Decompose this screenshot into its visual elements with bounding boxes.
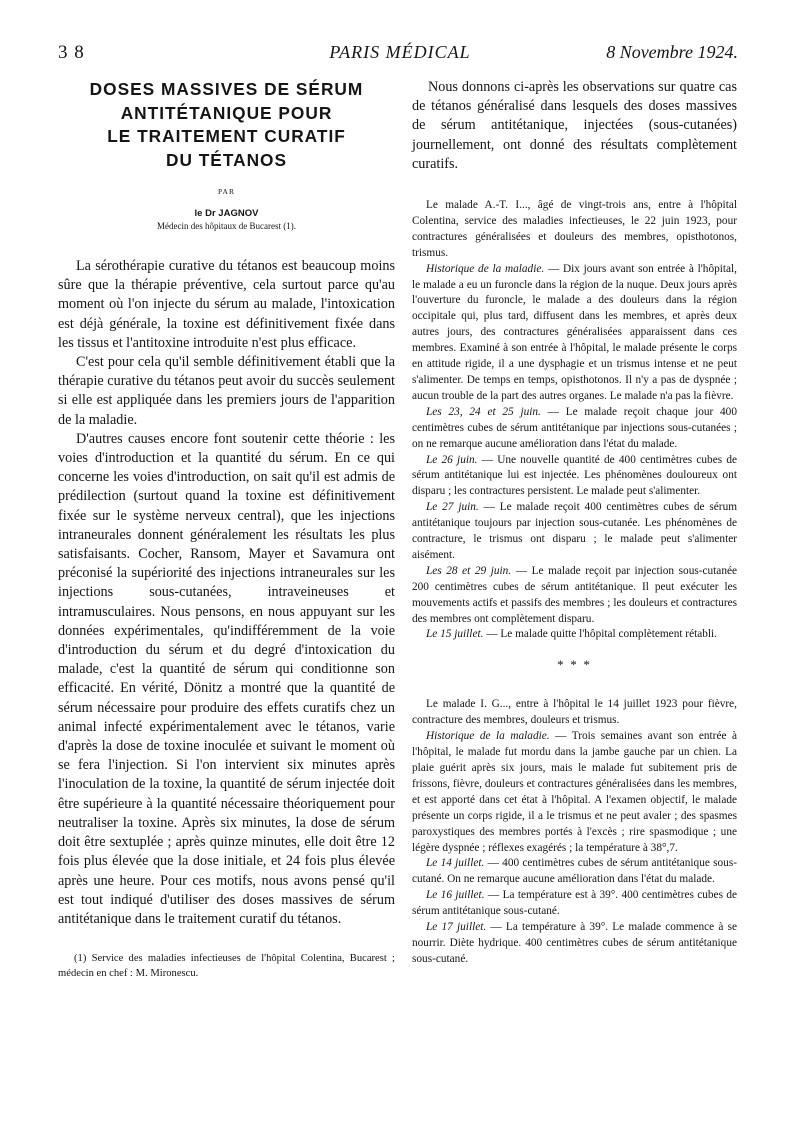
case-lead: Le 15 juillet. <box>426 628 484 641</box>
body-paragraph: D'autres causes encore font soutenir cette théorie : les voies d'introduction et la quantité du sérum. En ce qui concerne les voies d'introduction, on sait qu'il est admis de prédilection (surtout quand la toxine est définitivement fixée sur le système nerveux central), que les injections intraneurales donnent généralement les résultats les plus satisfaisants. Cocher, Ransom, Mayer et Savamura ont préconisé la supériorité des injections intraneurales sur les injections sous-cutanées, intraveineuses et intramusculaires. Nous pensons, en nous appuyant sur les données expérimentales, qu'indifféremment de la voie d'introduction du sérum et du degré d'intoxication du malade, c'est la quantité de sérum qui conditionne son efficacité. En vérité, Dönitz a montré que la quantité de sérum nécessaire pour produire des effets curatifs chez un animal infecté expérimentalement avec le tétanos, varie d'après la dose de toxine inoculée et suivant le moment où se fera l'injection. Si l'on intervient six minutes après l'inoculation de la toxine, la quantité de sérum injectée doit être supérieure à la quantité nécessaire théoriquement pour neutraliser la toxine. Après six minutes, la dose de sérum doit être sextuplée ; après quinze minutes, elle doit être 12 fois plus élevée que la dose initiale, et 24 fois plus élevée après une heure. Pour ces motifs, nous avons pensé qu'il est tout indiqué d'utiliser des doses massives de sérum antitétanique dans le traitement curatif du tétanos. <box>58 430 395 927</box>
case-two <box>412 697 737 967</box>
case-lead: Le 26 juin. <box>426 453 478 466</box>
observations-intro <box>412 78 737 174</box>
case-text: — Dix jours avant son entrée à l'hôpital, le malade a eu un furoncle dans la région de la nuque. Deux jours après l'ouverture du furoncle, le malade a des douleurs dans la région occipitale qui, plus tard, diffusent dans les membres, et après deux autres jours, des contractures généralisées apparaissent dans ces membres. Examiné à son entrée à l'hôpital, le malade présente le corps en attitude rigide, il a une dysphagie et un trismus intense et ne peut s'alimenter. De temps en temps, opisthotonos. Il n'y a pas de dyspnée ; aucun trouble de la part des autres organes. Le malade n'a pas la fièvre. <box>412 262 737 402</box>
case-text: — Le malade quitte l'hôpital complètement rétabli. <box>483 628 717 641</box>
case-paragraph <box>412 920 737 968</box>
case-paragraph <box>412 262 737 405</box>
case-paragraph <box>412 697 737 729</box>
case-lead: Le 27 juin. <box>426 501 479 514</box>
by-line-par: PAR <box>218 187 235 196</box>
case-text: — Le malade reçoit par injection sous-cutanée 200 centimètres cubes de sérum antitétanique. Il peut exécuter les mouvements actifs et passifs des membres ; les douleurs et contractures des membres ont complètement disparu. <box>412 564 737 625</box>
case-lead: Historique de la maladie. <box>426 262 545 275</box>
case-lead: Les 23, 24 et 25 juin. <box>426 405 541 418</box>
case-paragraph <box>412 564 737 628</box>
left-body <box>58 257 395 929</box>
case-text: — Le malade reçoit 400 centimètres cubes de sérum antitétanique toujours par injection sous-cutanée. Les phénomènes de contracture, le trismus ont disparu ; le malade peut s'alimenter aisément. <box>412 501 738 561</box>
journal-title: PARIS MÉDICAL <box>329 42 471 62</box>
case-lead: Le 16 juillet. <box>426 889 485 902</box>
case-paragraph <box>412 405 737 453</box>
case-text: — Une nouvelle quantité de 400 centimètres cubes de sérum antitétanique lui est injectée. Les phénomènes douloureux ont disparu ; les contractures persistent. Le malade peut s'alimenter. <box>412 453 737 498</box>
title-line: LE TRAITEMENT CURATIF <box>107 126 346 146</box>
case-text: Le malade A.-T. I..., âgé de vingt-trois ans, entre à l'hôpital Colentina, service des maladies infectieuses, le 22 juin 1923, pour contractures généralisées et douleurs des membres, opisthotonos, trismus. <box>412 199 737 259</box>
left-column <box>58 78 395 981</box>
title-line: ANTITÉTANIQUE POUR <box>120 102 333 123</box>
page-number: 3 8 <box>58 42 85 63</box>
body-paragraph: C'est pour cela qu'il semble définitivement établi que la thérapie curative du tétanos peut avoir du succès seulement si elle est appliquée dans les premiers jours de l'apparition de la maladie. <box>58 354 395 428</box>
case-paragraph <box>412 500 737 564</box>
body-paragraph: La sérothérapie curative du tétanos est beaucoup moins sûre que la thérapie préventive, cela surtout parce qu'au moment où l'on injecte du sérum au malade, l'intoxication est déjà générale, la toxine est définitivement fixée dans les tissus et l'antitoxine introduite n'est plus efficace. <box>58 258 395 351</box>
case-lead: Le 14 juillet. <box>426 857 485 870</box>
intro-paragraph: Nous donnons ci-après les observations sur quatre cas de tétanos généralisé dans lesquels des doses massives de sérum antitétanique, injectées (sous-cutanées) journellement, ont donné des résultats complètement curatifs. <box>412 79 737 172</box>
case-one <box>412 198 737 643</box>
case-paragraph <box>412 729 737 856</box>
author-affiliation: Médecin des hôpitaux de Bucarest (1). <box>157 221 296 231</box>
case-text: Le malade I. G..., entre à l'hôpital le 14 juillet 1923 pour fièvre, contracture des membres, douleurs et trismus. <box>412 698 737 727</box>
title-line: DU TÉTANOS <box>165 149 288 170</box>
author-name: le Dr JAGNOV <box>194 208 259 219</box>
case-paragraph <box>412 856 737 888</box>
case-text: — 400 centimètres cubes de sérum antitétanique sous-cutané. On ne remarque aucune amélioration dans l'état du malade. <box>412 857 737 886</box>
case-lead: Historique de la maladie. <box>426 730 550 743</box>
article-title <box>58 78 395 172</box>
case-lead: Les 28 et 29 juin. <box>426 564 512 577</box>
case-text: — Le malade reçoit chaque jour 400 centimètres cubes de sérum antitétanique par injections sous-cutanées ; on ne remarque aucune amélioration dans l'état du malade. <box>412 405 737 450</box>
case-paragraph <box>412 453 737 501</box>
issue-date: 8 Novembre 1924. <box>606 42 738 62</box>
case-paragraph <box>412 888 737 920</box>
case-text: — Trois semaines avant son entrée à l'hôpital, le malade fut mordu dans la jambe gauche par un chien. La plaie guérit après six jours, mais le malade fut subitement pris de frissons, fièvre, douleurs et contractures généralisées dans les membres, et est apporté dans cet état à l'hôpital. A l'examen objectif, le malade présente un corps rigide, il a le trismus et ne peut avaler ; des spasmes paroxystiques des membres portés à l'excès ; rire spasmodique ; une légère dyspnée ; réflexes exagérés ; la température à 38°,7. <box>412 730 738 854</box>
case-text: — La température est à 39°. 400 centimètres cubes de sérum antitétanique sous-cutané. <box>412 889 737 918</box>
footnote-text: (1) Service des maladies infectieuses de l'hôpital Colentina, Bucarest ; médecin en chef : M. Mironescu. <box>58 953 395 980</box>
section-separator: * * * <box>557 657 592 673</box>
case-lead: Le 17 juillet. <box>426 921 487 934</box>
right-column <box>412 78 737 968</box>
case-paragraph <box>412 627 737 643</box>
case-paragraph <box>412 198 737 262</box>
footnote <box>58 951 395 981</box>
case-text: — La température à 39°. Le malade commence à se nourrir. Diète hydrique. 400 centimètres cubes de sérum antitétanique sous-cutané. <box>412 921 737 965</box>
title-line: DOSES MASSIVES DE SÉRUM <box>89 79 364 99</box>
